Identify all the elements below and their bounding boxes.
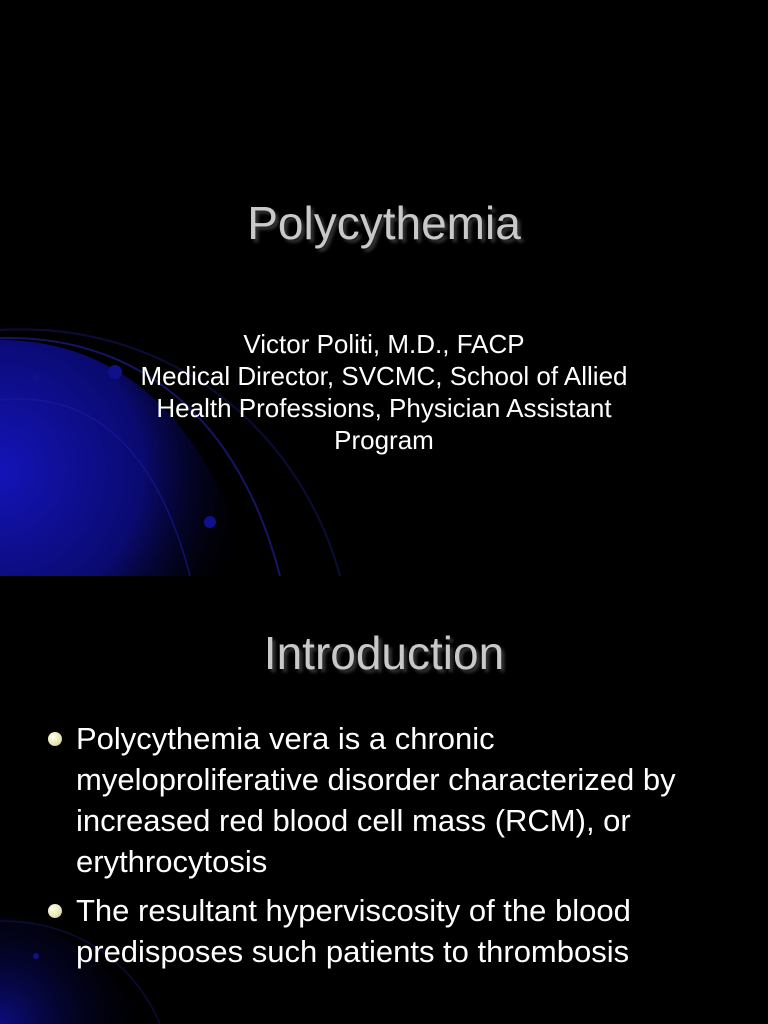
slide-title-heading: Polycythemia [247,197,521,249]
slide-heading: Introduction [263,627,505,679]
bullet-text: Polycythemia vera is a chronic myeloproliferative disorder characterized by increased red blood cell mass (RCM), or erythrocytosis [76,721,676,879]
affiliation-line: Medical Director, SVCMC, School of Allied Health Professions, Physician Assistant Program [140,361,628,455]
slide-subtitle [110,328,658,456]
bullet-icon [48,732,62,746]
list-item [44,718,724,882]
bullet-text: The resultant hyperviscosity of the blood predisposes such patients to thrombosis [76,893,631,969]
list-item [44,890,724,972]
slide-introduction [0,576,768,1024]
bullet-icon [48,904,62,918]
bullet-list [44,718,724,980]
author-line: Victor Politi, M.D., FACP [243,329,525,359]
